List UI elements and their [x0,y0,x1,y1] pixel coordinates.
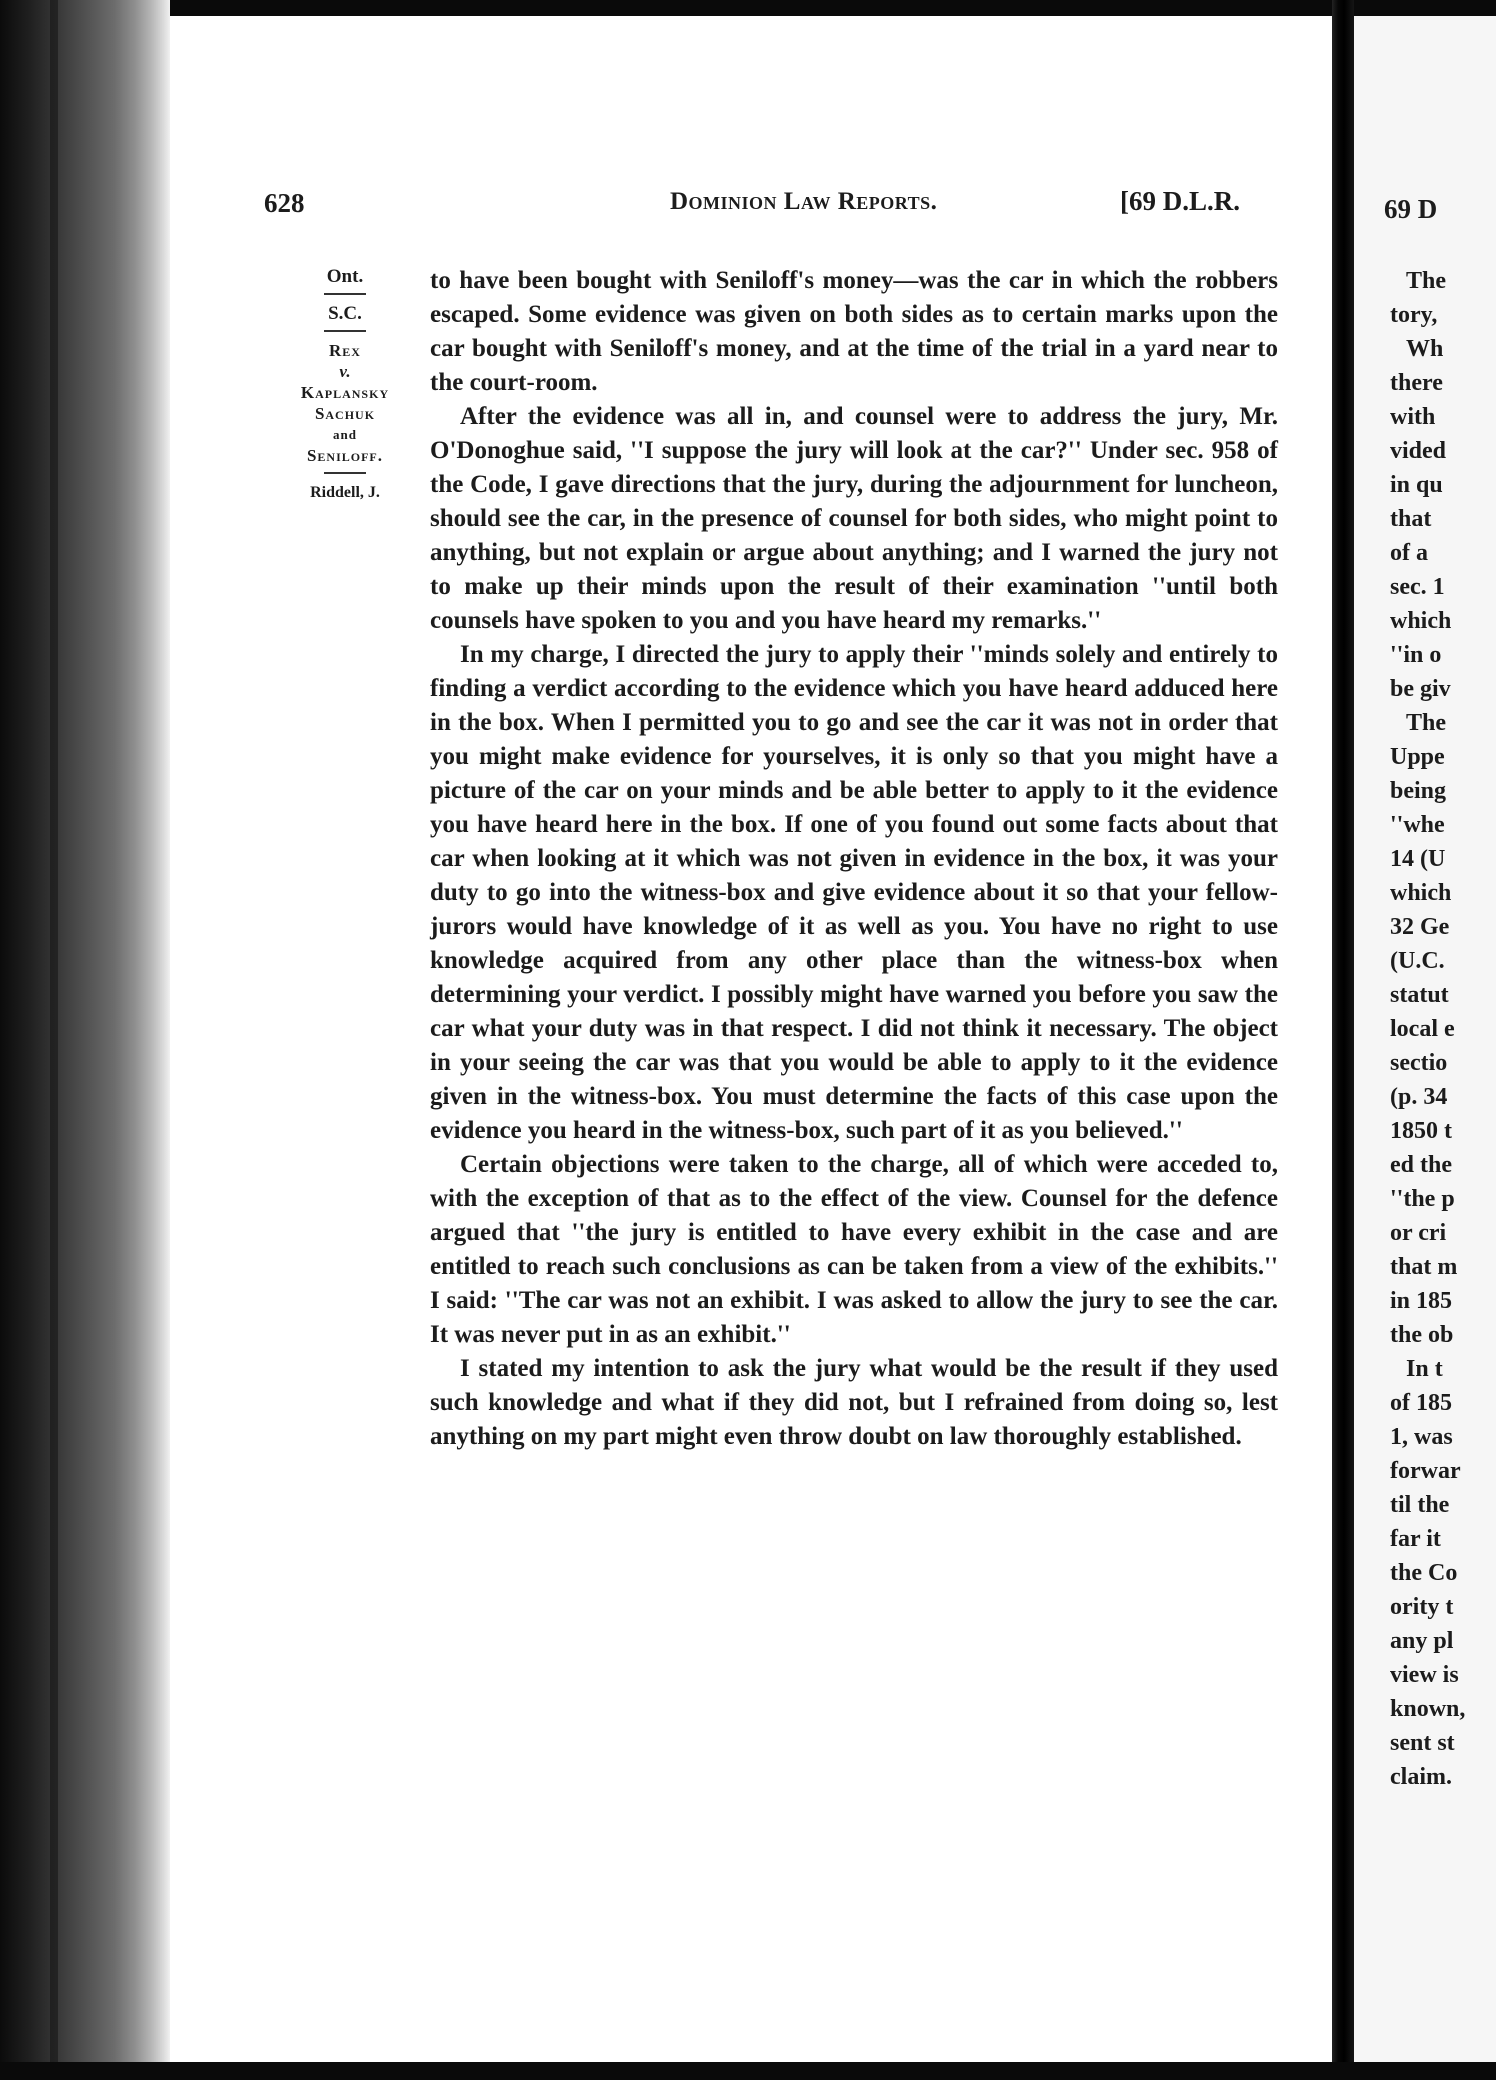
facing-line-fragment: claim. [1390,1764,1452,1790]
case-sidenote [272,266,418,503]
facing-line-fragment: ''the p [1390,1186,1455,1212]
facing-line-fragment: with [1390,404,1436,430]
facing-line-fragment: ed the [1390,1152,1452,1178]
facing-line-fragment: The [1406,710,1447,736]
facing-line-fragment: vided [1390,438,1447,464]
facing-line-fragment: forwar [1390,1458,1461,1484]
book-spine-shadow [0,0,170,2080]
facing-line-fragment: ''in o [1390,642,1442,668]
facing-line-fragment: that [1390,506,1432,532]
judgment-text [430,264,1278,1454]
facing-line-fragment: which [1390,608,1452,634]
facing-page-header: 69 D [1384,194,1438,224]
sidenote-province: Ont. [326,266,364,287]
facing-line-fragment: far it [1390,1526,1441,1552]
facing-line-fragment: In t [1406,1356,1443,1382]
running-title: Dominion Law Reports. [670,188,938,215]
facing-line-fragment: sectio [1390,1050,1448,1076]
page-number: 628 [264,188,305,218]
facing-line-fragment: 1850 t [1390,1118,1452,1144]
sidenote-case-line: Rex [329,341,361,360]
facing-line-fragment: the Co [1390,1560,1458,1586]
page-gutter [1332,0,1354,2080]
sidenote-court: S.C. [328,303,362,324]
facing-line-fragment: 32 Ge [1390,914,1450,940]
facing-line-fragment: ority t [1390,1594,1454,1620]
paragraph: After the evidence was all in, and counsel were to address the jury, Mr. O'Donoghue said, ''I suppose the jury will look at the car?'' Under sec. 958 of the Code, I gave directions that the jury, during the adjournment for luncheon, should see the car, in the presence of counsel for both sides, who might point to anything, but not explain or argue about anything; and I warned the jury not to make up their minds upon the result of their examination ''until both counsels have spoken to you and you have heard my remarks.'' [430,403,1278,634]
facing-line-fragment: which [1390,880,1452,906]
facing-line-fragment: ''whe [1390,812,1445,838]
facing-page-edge [1354,16,1496,2062]
facing-line-fragment: Wh [1406,336,1444,362]
facing-line-fragment: or cri [1390,1220,1447,1246]
facing-line-fragment: tory, [1390,302,1438,328]
facing-line-fragment: til the [1390,1492,1450,1518]
scan-bottom-edge [0,2062,1496,2080]
book-page [170,16,1332,2062]
facing-line-fragment: in 185 [1390,1288,1453,1314]
facing-line-fragment: Uppe [1390,744,1445,770]
sidenote-rule [324,472,366,474]
sidenote-case-line: Seniloff. [306,446,384,465]
facing-line-fragment: (p. 34 [1390,1084,1448,1110]
facing-line-fragment: the ob [1390,1322,1454,1348]
sidenote-case-line: and [333,427,357,442]
sidenote-rule [324,293,366,295]
facing-line-fragment: local e [1390,1016,1455,1042]
facing-line-fragment: in qu [1390,472,1443,498]
paragraph: In my charge, I directed the jury to apply their ''minds solely and entirely to finding a verdict according to the evidence which you have heard adduced here in the box. When I permitted you to go and see the car it was not in order that you might make evidence for yourselves, it is only so that you might have a picture of the car on your minds and be able better to apply to it the evidence you have heard here in the box. If one of you found out some facts about that car when looking at it which was not given in evidence in the box, it was your duty to go into the witness-box and give evidence about it so that your fellow-jurors would have knowledge of it as well as you. You have no right to use knowledge acquired from any other place than the witness-box when determining your verdict. I possibly might have warned you before you saw the car what your duty was in that respect. I did not think it necessary. The object in your seeing the car was that you would be able to apply to it the evidence given in the witness-box. You must determine the facts of this case upon the evidence you heard in the witness-box, such part of it as you believed.'' [430,641,1278,1144]
facing-line-fragment: be giv [1390,676,1451,702]
facing-line-fragment: statut [1390,982,1449,1008]
facing-line-fragment: known, [1390,1696,1466,1722]
facing-line-fragment: any pl [1390,1628,1454,1654]
facing-line-fragment: there [1390,370,1443,396]
facing-line-fragment: (U.C. [1390,948,1445,974]
sidenote-case-line: v. [339,362,351,381]
facing-line-fragment: sent st [1390,1730,1455,1756]
facing-line-fragment: of 185 [1390,1390,1452,1416]
paragraph: I stated my intention to ask the jury what would be the result if they used such knowledge and what if they did not, but I refrained from doing so, lest anything on my part might even throw doubt on law thoroughly established. [430,1355,1278,1450]
paragraph: to have been bought with Seniloff's money—was the car in which the robbers escaped. Some evidence was given on both sides as to certain marks upon the car bought with Seniloff's money, and at the time of the trial in a yard near to the court-room. [430,267,1278,396]
spine-streak [50,0,58,2080]
paragraph: Certain objections were taken to the charge, all of which were acceded to, with the exception of that as to the effect of the view. Counsel for the defence argued that ''the jury is entitled to have every exhibit in the case and are entitled to reach such conclusions as can be taken from a view of the exhibits.'' I said: ''The car was not an exhibit. I was asked to allow the jury to see the car. It was never put in as an exhibit.'' [430,1151,1278,1348]
facing-line-fragment: 14 (U [1390,846,1446,872]
facing-line-fragment: of a [1390,540,1428,566]
scan-top-edge [0,0,1496,16]
facing-line-fragment: view is [1390,1662,1459,1688]
sidenote-case-line: Sachuk [314,404,376,423]
facing-page-lines [1390,264,1496,1794]
sidenote-case-line: Kaplansky [300,383,390,402]
facing-line-fragment: being [1390,778,1447,804]
facing-line-fragment: The [1406,268,1447,294]
facing-line-fragment: 1, was [1390,1424,1453,1450]
facing-line-fragment: sec. 1 [1390,574,1445,600]
facing-line-fragment: that m [1390,1254,1458,1280]
volume-reference: [69 D.L.R. [1120,186,1240,216]
sidenote-rule [324,330,366,332]
sidenote-judge: Riddell, J. [310,484,380,501]
